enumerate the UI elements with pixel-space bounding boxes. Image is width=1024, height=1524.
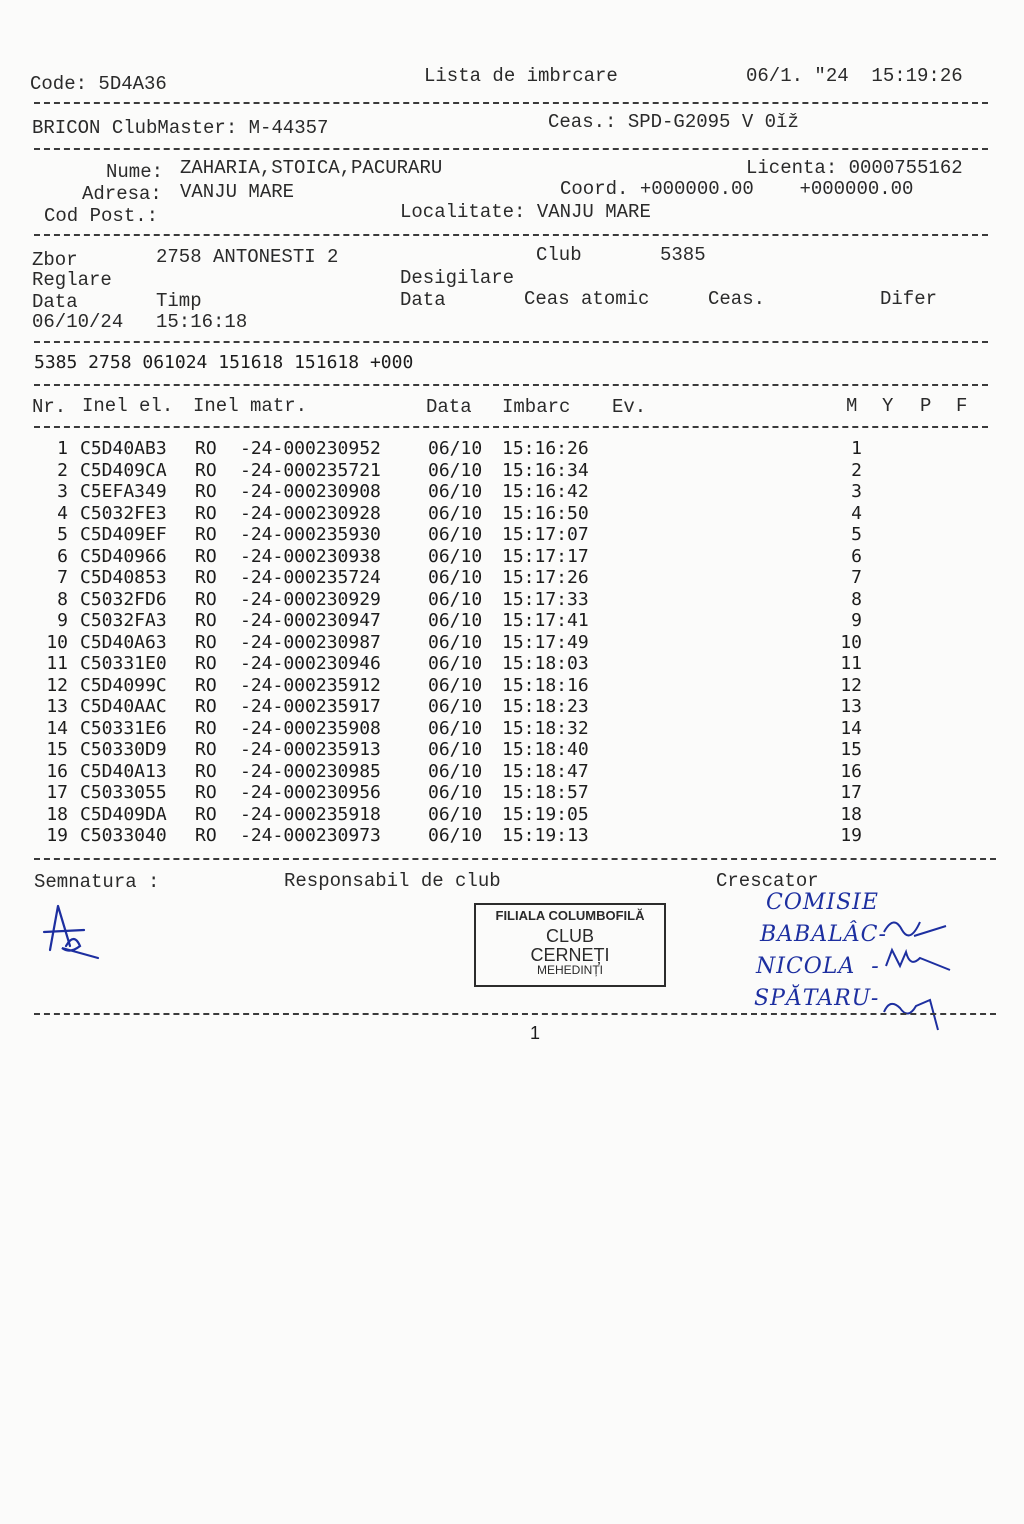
ring-number: -24-000230973 [240,825,381,846]
stamp-line3: CERNEȚI [530,944,610,965]
row-number: 19 [46,825,68,846]
stamp-line2: CLUB [545,925,594,946]
row-number: 10 [46,631,68,653]
divider [34,384,988,386]
country-code: RO [195,653,217,674]
handwriting-line4: SPĂTARU- [754,986,880,1011]
country-code: RO [195,696,217,717]
row-number: 2 [57,459,68,481]
postcode-label: Cod Post.: [44,205,159,227]
basket-date: 06/10 [428,653,483,674]
timp-label: Timp [156,290,202,312]
basket-time: 15:17:07 [502,524,589,545]
difer-label: Difer [880,288,938,310]
basket-time: 15:17:26 [502,567,589,588]
divider [34,341,988,343]
electronic-ring: C5033055 [80,782,167,803]
ring-number: -24-000235930 [240,524,381,545]
electronic-ring: C5D40AAC [80,696,167,717]
basket-date: 06/10 [428,825,483,846]
handwriting-line2: BABALÂC- [760,922,887,947]
basket-time: 15:17:33 [502,588,589,610]
electronic-ring: C5032FD6 [80,588,167,610]
basket-time: 15:18:23 [502,696,589,717]
basket-time: 15:16:34 [502,459,589,481]
m-count: 9 [851,610,862,631]
ceas-atomic-label: Ceas atomic [524,288,650,310]
country-code: RO [195,717,217,739]
divider [34,102,988,104]
basket-date: 06/10 [428,739,483,760]
row-number: 4 [57,502,68,524]
row-number: 11 [46,653,68,674]
table-row [0,610,1024,631]
basket-date: 06/10 [428,524,483,545]
club-label: Club [536,244,582,266]
ring-number: -24-000230928 [240,502,381,524]
basket-time: 15:18:32 [502,717,589,739]
m-count: 10 [840,631,862,653]
m-count: 4 [851,502,862,524]
reglare-date: 06/10/24 [32,311,124,333]
desigilare-label: Desigilare [400,267,515,289]
table-row [0,804,1024,825]
electronic-ring: C50331E0 [80,653,167,674]
ring-number: -24-000230908 [240,481,381,502]
electronic-ring: C5D40853 [80,567,167,588]
table-row [0,782,1024,803]
ring-number: -24-000230938 [240,545,381,567]
stamp-line1: FILIALA COLUMBOFILĂ [495,908,645,923]
table-row [0,460,1024,481]
handwriting-line3: NICOLA - [756,954,880,979]
row-number: 9 [57,610,68,631]
table-row [0,718,1024,739]
col-inel-matr: Inel matr. [193,395,308,417]
table-row [0,481,1024,502]
country-code: RO [195,588,217,610]
ring-number: -24-000230947 [240,610,381,631]
basket-date: 06/10 [428,696,483,717]
licence-number: Licenta: 0000755162 [746,157,963,179]
country-code: RO [195,567,217,588]
basket-time: 15:18:47 [502,760,589,782]
table-row [0,503,1024,524]
ring-number: -24-000230987 [240,631,381,653]
zbor-label: Zbor [32,249,78,271]
table-row [0,696,1024,717]
ring-number: -24-000235913 [240,739,381,760]
summary-line: 5385 2758 061024 151618 151618 +000 [34,352,414,373]
basket-date: 06/10 [428,803,483,825]
m-count: 17 [840,782,862,803]
ring-number: -24-000230946 [240,653,381,674]
row-number: 1 [57,438,68,459]
col-f: F [956,395,968,417]
flight-name: 2758 ANTONESTI 2 [156,246,339,268]
basket-time: 15:16:26 [502,438,589,459]
electronic-ring: C5D409EF [80,524,167,545]
m-count: 3 [851,481,862,502]
page-number: 1 [530,1023,541,1043]
m-count: 16 [840,760,862,782]
table-row [0,438,1024,459]
country-code: RO [195,782,217,803]
club-stamp [474,903,666,987]
data2-label: Data [400,289,446,311]
col-inel-el: Inel el. [82,395,174,417]
stamp-line4: MEHEDINȚI [537,963,603,978]
clock-id: Ceas.: SPD-G2095 V 0ǐž [548,111,799,133]
basket-date: 06/10 [428,459,483,481]
ring-number: -24-000230952 [240,438,381,459]
basket-date: 06/10 [428,631,483,653]
m-count: 13 [840,696,862,717]
table-row [0,825,1024,846]
report-title: Lista de imbrcare [424,65,618,87]
divider [34,148,988,150]
row-number: 15 [46,739,68,760]
divider [34,426,988,428]
basket-date: 06/10 [428,674,483,696]
basket-date: 06/10 [428,545,483,567]
table-row [0,653,1024,674]
col-imbarc: Imbarc [502,396,571,418]
basket-date: 06/10 [428,760,483,782]
basket-time: 15:19:05 [502,803,589,825]
electronic-ring: C5EFA349 [80,481,167,502]
reglare-label: Reglare [32,269,112,291]
row-number: 3 [57,481,68,502]
m-count: 12 [840,674,862,696]
basket-time: 15:19:13 [502,825,589,846]
table-row [0,546,1024,567]
basket-time: 15:17:17 [502,545,589,567]
reglare-time: 15:16:18 [156,311,248,333]
electronic-ring: C5D409CA [80,459,167,481]
ring-number: -24-000235724 [240,567,381,588]
country-code: RO [195,502,217,524]
m-count: 5 [851,524,862,545]
m-count: 14 [840,717,862,739]
country-code: RO [195,438,217,459]
m-count: 15 [840,739,862,760]
row-number: 7 [57,567,68,588]
m-count: 7 [851,567,862,588]
col-y: Y [882,395,894,417]
club-number: 5385 [660,244,706,266]
row-number: 16 [46,760,68,782]
country-code: RO [195,545,217,567]
row-number: 18 [46,803,68,825]
col-p: P [920,395,932,417]
row-number: 14 [46,717,68,739]
ceas-label: Ceas. [708,288,766,310]
name-label: Nume: [106,161,164,183]
electronic-ring: C5D40966 [80,545,167,567]
ring-number: -24-000230956 [240,782,381,803]
electronic-ring: C50330D9 [80,739,167,760]
row-number: 17 [46,782,68,803]
ring-number: -24-000235908 [240,717,381,739]
data-label: Data [32,291,78,313]
electronic-ring: C50331E6 [80,717,167,739]
row-number: 12 [46,674,68,696]
country-code: RO [195,631,217,653]
basket-date: 06/10 [428,782,483,803]
handwritten-initials-icon [880,908,956,1038]
ring-number: -24-000235917 [240,696,381,717]
basket-time: 15:17:41 [502,610,589,631]
table-row [0,739,1024,760]
electronic-ring: C5D40A63 [80,631,167,653]
basket-time: 15:18:57 [502,782,589,803]
basket-date: 06/10 [428,717,483,739]
basket-date: 06/10 [428,438,483,459]
electronic-ring: C5033040 [80,825,167,846]
country-code: RO [195,803,217,825]
row-number: 8 [57,588,68,610]
table-row [0,524,1024,545]
breeder-label: Crescator [716,870,819,892]
row-number: 5 [57,524,68,545]
m-count: 8 [851,588,862,610]
basket-time: 15:18:03 [502,653,589,674]
basket-time: 15:16:50 [502,502,589,524]
report-code: Code: 5D4A36 [30,73,167,95]
club-responsible-label: Responsabil de club [284,870,501,892]
divider [34,1013,996,1015]
m-count: 11 [840,653,862,674]
handwriting-line1: COMISIE [766,890,879,915]
m-count: 2 [851,459,862,481]
country-code: RO [195,674,217,696]
electronic-ring: C5D409DA [80,803,167,825]
report-datetime: 06/1. "24 15:19:26 [746,65,963,87]
col-nr: Nr. [32,396,67,418]
ring-number: -24-000230985 [240,760,381,782]
electronic-ring: C5D4099C [80,674,167,696]
address-label: Adresa: [82,183,162,205]
m-count: 18 [840,803,862,825]
m-count: 6 [851,545,862,567]
basket-time: 15:18:40 [502,739,589,760]
basket-time: 15:16:42 [502,481,589,502]
col-data: Data [426,396,472,418]
device-id: BRICON ClubMaster: M-44357 [32,117,329,139]
basket-date: 06/10 [428,567,483,588]
electronic-ring: C5D40AB3 [80,438,167,459]
ring-number: -24-000235721 [240,459,381,481]
basket-date: 06/10 [428,588,483,610]
owner-address: VANJU MARE [180,181,295,203]
table-row [0,675,1024,696]
basket-date: 06/10 [428,610,483,631]
divider [34,858,996,860]
basket-time: 15:18:16 [502,674,589,696]
basket-date: 06/10 [428,502,483,524]
signature-mark-icon [40,902,104,962]
m-count: 19 [840,825,862,846]
basket-date: 06/10 [428,481,483,502]
signature-label: Semnatura : [34,871,160,893]
ring-number: -24-000235918 [240,803,381,825]
basket-time: 15:17:49 [502,631,589,653]
ring-number: -24-000235912 [240,674,381,696]
electronic-ring: C5032FE3 [80,502,167,524]
table-row [0,632,1024,653]
table-row [0,567,1024,588]
row-number: 6 [57,545,68,567]
electronic-ring: C5032FA3 [80,610,167,631]
country-code: RO [195,459,217,481]
table-row [0,589,1024,610]
ring-number: -24-000230929 [240,588,381,610]
country-code: RO [195,760,217,782]
table-row [0,761,1024,782]
m-count: 1 [851,438,862,459]
coordinates: Coord. +000000.00 +000000.00 [560,178,914,200]
col-m: M [846,395,858,417]
country-code: RO [195,481,217,502]
country-code: RO [195,739,217,760]
locality: Localitate: VANJU MARE [400,201,651,223]
divider [34,234,988,236]
col-ev: Ev. [612,396,647,418]
owner-name: ZAHARIA,STOICA,PACURARU [180,157,443,179]
country-code: RO [195,524,217,545]
electronic-ring: C5D40A13 [80,760,167,782]
row-number: 13 [46,696,68,717]
country-code: RO [195,825,217,846]
country-code: RO [195,610,217,631]
